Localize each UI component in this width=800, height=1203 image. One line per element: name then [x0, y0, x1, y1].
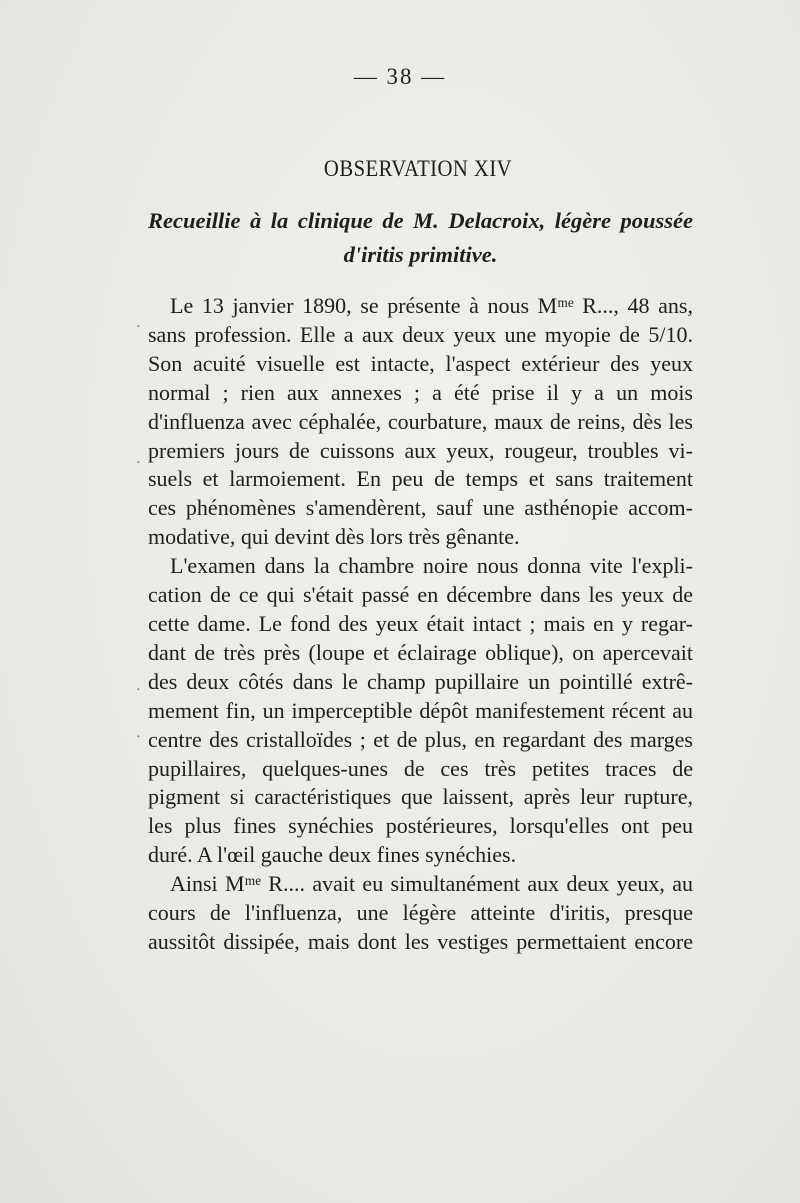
- text-line: pupillaires, quelques-unes de ces très petites traces de: [148, 755, 693, 781]
- text-line: des deux côtés dans le champ pupillaire un pointillé extrê-: [148, 668, 693, 694]
- margin-dot: ·: [136, 456, 141, 471]
- text-line: normal ; rien aux annexes ; a été prise il y a un mois: [148, 379, 693, 405]
- text-line: Ainsi Mᵐᵉ R.... avait eu simultanément aux deux yeux, au: [170, 871, 693, 897]
- text-line: mement fin, un imperceptible dépôt manifestement récent au: [148, 697, 693, 723]
- paragraph-3: [148, 870, 693, 957]
- text-line: premiers jours de cuissons aux yeux, rougeur, troubles vi-: [148, 437, 693, 463]
- text-line: sans profession. Elle a aux deux yeux une myopie de 5/10.: [148, 321, 693, 347]
- body-text: [148, 292, 693, 957]
- text-line: pigment si caractéristiques que laissent, après leur rupture,: [148, 784, 693, 810]
- text-line: cation de ce qui s'était passé en décembre dans les yeux de: [148, 582, 693, 608]
- text-line: Son acuité visuelle est intacte, l'aspect extérieur des yeux: [148, 350, 693, 376]
- page-number: — 38 —: [353, 64, 447, 89]
- text-line: L'examen dans la chambre noire nous donna vite l'expli-: [170, 553, 693, 579]
- margin-dot: ·: [136, 320, 141, 335]
- text-line: les plus fines synéchies postérieures, lorsqu'elles ont peu: [148, 813, 693, 839]
- text-line: suels et larmoiement. En peu de temps et sans traitement: [148, 466, 693, 492]
- text-line: cette dame. Le fond des yeux était intact ; mais en y regar-: [148, 610, 693, 636]
- text-line: d'influenza avec céphalée, courbature, maux de reins, dès les: [148, 408, 693, 434]
- text-line: modative, qui devint dès lors très gênante.: [148, 524, 520, 550]
- observation-subtitle: Recueillie à la clinique de M. Delacroix, légère poussée d'iritis primitive.: [148, 208, 693, 267]
- text-line: Le 13 janvier 1890, se présente à nous Mᵐᵉ R..., 48 ans,: [170, 293, 693, 318]
- text-line: cours de l'influenza, une légère atteinte d'iritis, presque: [148, 900, 693, 926]
- text-line: duré. A l'œil gauche deux fines synéchies.: [148, 842, 517, 868]
- text-line: dant de très près (loupe et éclairage oblique), on apercevait: [148, 639, 693, 665]
- text-line: aussitôt dissipée, mais dont les vestiges permettaient encore: [148, 928, 693, 954]
- paragraph-1: [148, 292, 693, 552]
- margin-dot: ·: [136, 730, 141, 745]
- text-line: ces phénomènes s'amendèrent, sauf une asthénopie accom-: [148, 495, 693, 521]
- observation-title: OBSERVATION XIV: [323, 156, 513, 181]
- margin-dot: ·: [136, 683, 141, 698]
- text-line: centre des cristalloïdes ; et de plus, en regardant des marges: [148, 726, 693, 752]
- paragraph-2: [148, 552, 693, 870]
